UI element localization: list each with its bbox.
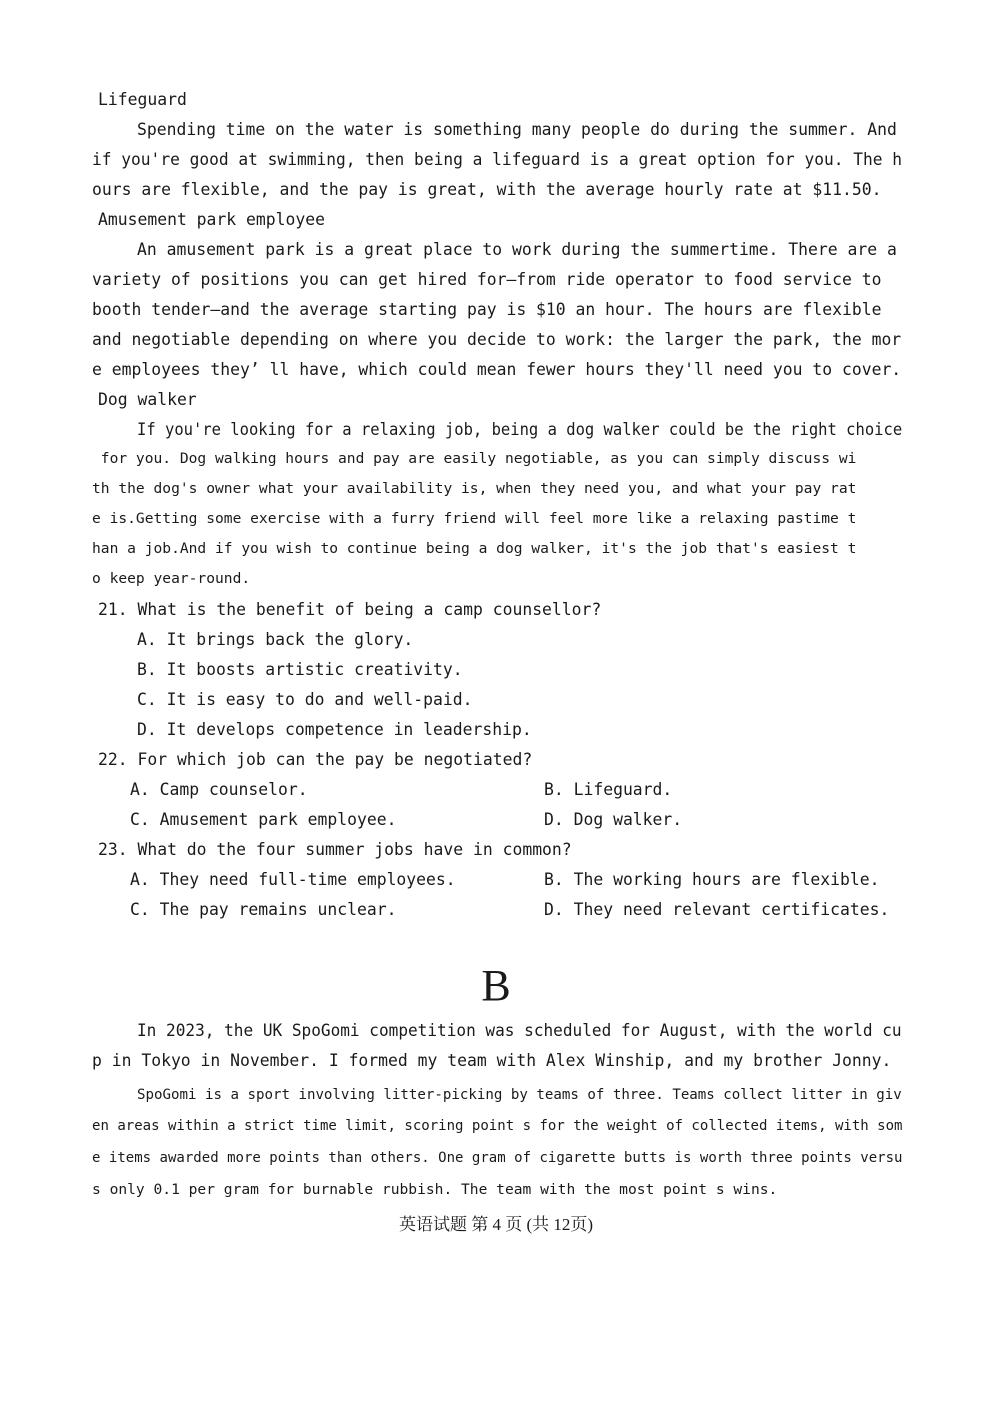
question-23-stem: 23. What do the four summer jobs have in common? bbox=[98, 840, 572, 859]
section-b-para1-line: In 2023, the UK SpoGomi competition was scheduled for August, with the world cu bbox=[137, 1021, 902, 1040]
page-footer: 英语试题 第 4 页 (共 12页) bbox=[398, 1215, 594, 1234]
lifeguard-line: Spending time on the water is something many people do during the summer. And bbox=[137, 120, 897, 139]
question-21-stem: 21. What is the benefit of being a camp counsellor? bbox=[98, 600, 602, 619]
question-23-option-d: D. They need relevant certificates. bbox=[544, 900, 890, 919]
amusement-line: e employees they’ ll have, which could mean fewer hours they'll need you to cover. bbox=[92, 360, 902, 379]
section-b-para1-line: p in Tokyo in November. I formed my team with Alex Winship, and my brother Jonny. bbox=[92, 1051, 892, 1070]
lifeguard-line: ours are flexible, and the pay is great, with the average hourly rate at $11.50. bbox=[92, 180, 882, 199]
question-21-option-a: A. It brings back the glory. bbox=[137, 630, 414, 649]
question-21-option-c: C. It is easy to do and well-paid. bbox=[137, 690, 473, 709]
dog-walker-line: o keep year-round. bbox=[92, 570, 251, 587]
lifeguard-line: if you're good at swimming, then being a lifeguard is a great option for you. The h bbox=[92, 150, 903, 169]
section-b-para2-line: en areas within a strict time limit, scoring point s for the weight of collected items, with som bbox=[92, 1117, 903, 1134]
question-21-option-b: B. It boosts artistic creativity. bbox=[137, 660, 463, 679]
dog-walker-line: th the dog's owner what your availability is, when they need you, and what your pay rat bbox=[92, 480, 857, 497]
amusement-heading: Amusement park employee bbox=[98, 210, 325, 229]
dog-walker-line: for you. Dog walking hours and pay are easily negotiable, as you can simply discuss wi bbox=[92, 450, 857, 467]
section-b-para2-line: e items awarded more points than others. One gram of cigarette butts is worth three points versu bbox=[92, 1149, 903, 1166]
question-22-option-d: D. Dog walker. bbox=[544, 810, 683, 829]
section-b-title: B bbox=[481, 961, 511, 1010]
question-21-option-d: D. It develops competence in leadership. bbox=[137, 720, 532, 739]
lifeguard-heading: Lifeguard bbox=[98, 90, 187, 109]
dog-walker-line: han a job.And if you wish to continue being a dog walker, it's the job that's easiest t bbox=[92, 540, 857, 557]
amusement-line: variety of positions you can get hired for—from ride operator to food service to bbox=[92, 270, 882, 289]
dog-walker-line: e is.Getting some exercise with a furry friend will feel more like a relaxing pastime t bbox=[92, 510, 857, 527]
question-22-stem: 22. For which job can the pay be negotiated? bbox=[98, 750, 533, 769]
question-23-option-c: C. The pay remains unclear. bbox=[130, 900, 397, 919]
question-23-option-a: A. They need full-time employees. bbox=[130, 870, 456, 889]
section-b-para2-line: s only 0.1 per gram for burnable rubbish. The team with the most point s wins. bbox=[92, 1181, 778, 1198]
question-22-option-c: C. Amusement park employee. bbox=[130, 810, 397, 829]
section-b-para2-line: SpoGomi is a sport involving litter-picking by teams of three. Teams collect litter in giv bbox=[137, 1086, 902, 1103]
dog-walker-heading: Dog walker bbox=[98, 390, 197, 409]
question-22-option-b: B. Lifeguard. bbox=[544, 780, 673, 799]
question-22-option-a: A. Camp counselor. bbox=[130, 780, 308, 799]
question-23-option-b: B. The working hours are flexible. bbox=[544, 870, 880, 889]
dog-walker-line: If you're looking for a relaxing job, being a dog walker could be the right choice bbox=[137, 420, 903, 439]
amusement-line: and negotiable depending on where you decide to work: the larger the park, the mor bbox=[92, 330, 902, 349]
amusement-line: booth tender—and the average starting pay is $10 an hour. The hours are flexible bbox=[92, 300, 882, 319]
amusement-line: An amusement park is a great place to work during the summertime. There are a bbox=[137, 240, 897, 259]
